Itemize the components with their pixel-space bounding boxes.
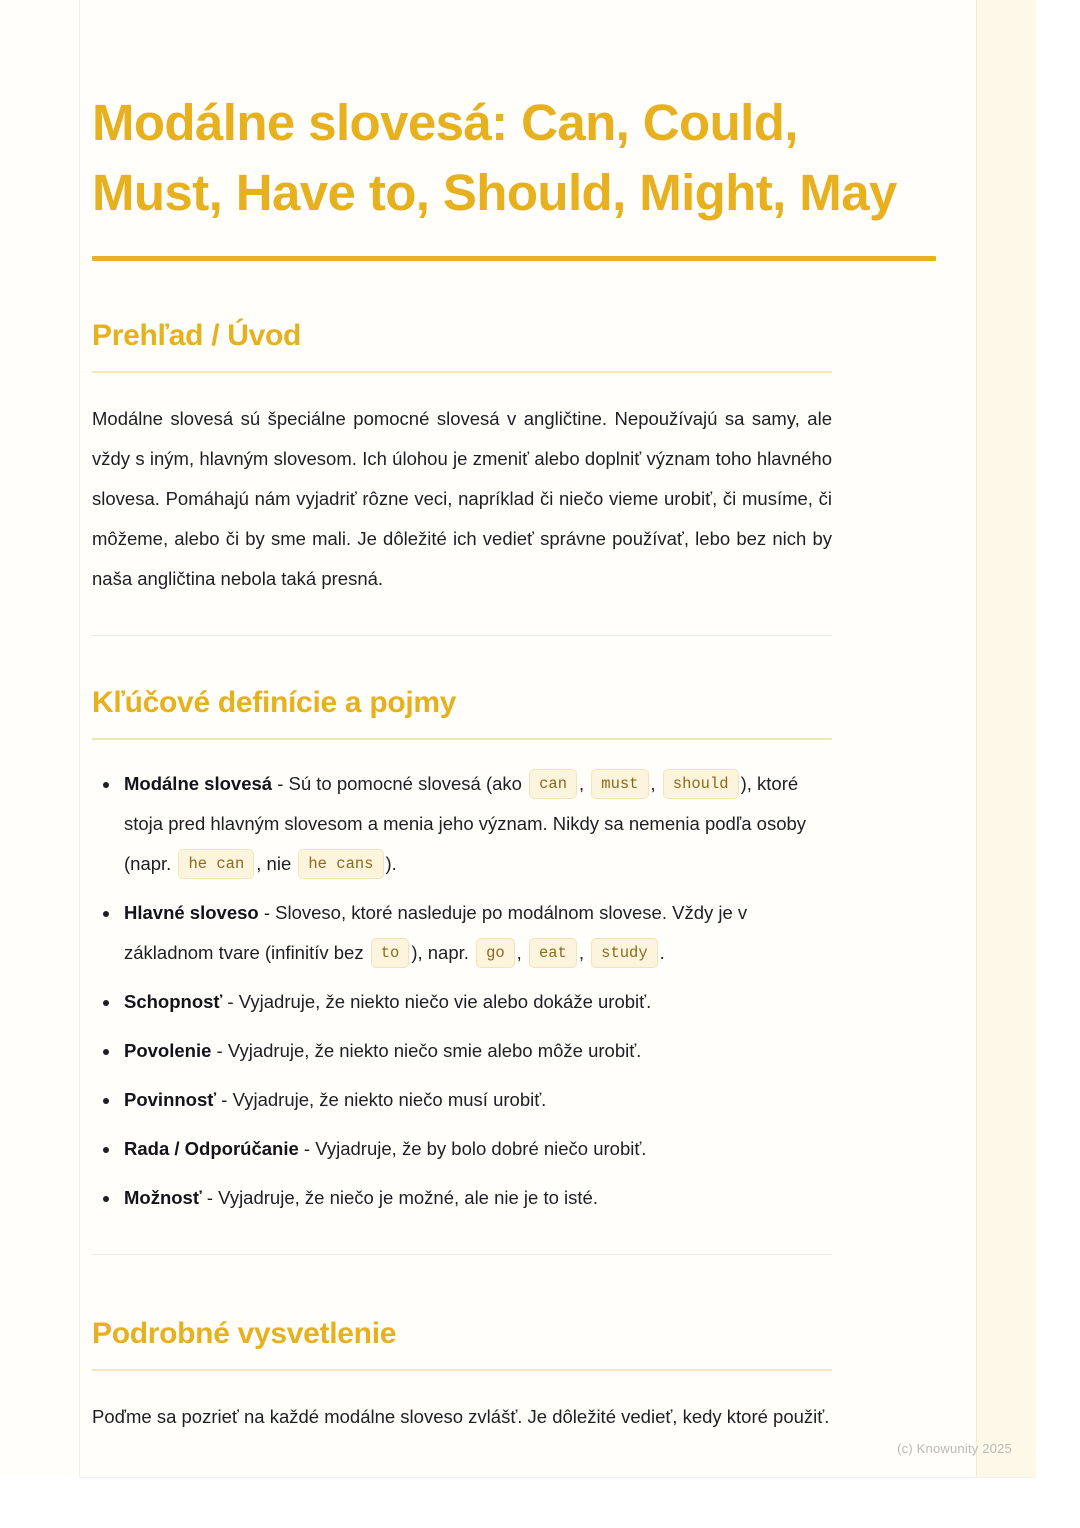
term-text: Sú to pomocné slovesá (ako xyxy=(288,773,528,794)
term-text: , xyxy=(650,773,661,794)
term-separator: - xyxy=(258,902,276,923)
term-label: Schopnosť xyxy=(124,991,223,1012)
code-chip-eat: eat xyxy=(529,938,577,968)
sheet-bottom-edge xyxy=(79,1477,1036,1478)
list-item xyxy=(92,764,832,884)
code-chip-he-can: he can xyxy=(178,849,254,879)
page-title: Modálne slovesá: Can, Could, Must, Have to, Should, Might, May xyxy=(92,94,897,221)
term-separator: - xyxy=(216,1089,233,1110)
term-separator: - xyxy=(298,1138,316,1159)
term-text: ). xyxy=(385,853,397,874)
term-text: Vyjadruje, že niekto niečo musí urobiť. xyxy=(232,1089,547,1110)
section-detailed-explanation xyxy=(92,1315,936,1437)
list-item xyxy=(92,893,832,973)
spacer xyxy=(92,1255,936,1315)
section-key-definitions xyxy=(92,684,936,1218)
sheet-left-edge xyxy=(79,0,80,1478)
code-chip-must: must xyxy=(591,769,648,799)
list-item xyxy=(92,1031,832,1071)
term-text: Sloveso, ktoré nasleduje po modálnom slovese. Vždy je v základnom tvare (infinitív bez xyxy=(124,902,748,963)
section-heading-overview: Prehľad / Úvod xyxy=(92,319,302,352)
code-chip-he-cans: he cans xyxy=(298,849,383,879)
section-heading-key-definitions: Kľúčové definície a pojmy xyxy=(92,686,457,719)
spacer xyxy=(92,261,936,317)
list-item xyxy=(92,982,832,1022)
term-label: Hlavné sloveso xyxy=(124,902,259,923)
term-text: , xyxy=(579,773,590,794)
term-text: . xyxy=(659,942,665,963)
term-label: Povinnosť xyxy=(124,1089,217,1110)
term-text: Vyjadruje, že niekto niečo vie alebo dokáže urobiť. xyxy=(238,991,652,1012)
definition-list xyxy=(92,740,832,1218)
term-label: Povolenie xyxy=(124,1040,212,1061)
term-label: Rada / Odporúčanie xyxy=(124,1138,299,1159)
term-text: ), napr. xyxy=(411,942,475,963)
code-chip-go: go xyxy=(476,938,515,968)
term-separator: - xyxy=(211,1040,228,1061)
term-text: ), ktoré stoja pred hlavným slovesom a menia jeho význam. Nikdy sa nemenia podľa osoby (napr. xyxy=(124,773,807,874)
footer-watermark: (c) Knowunity 2025 xyxy=(897,1441,1012,1456)
term-text: Vyjadruje, že niekto niečo smie alebo môže urobiť. xyxy=(227,1040,642,1061)
term-separator: - xyxy=(222,991,239,1012)
code-chip-to: to xyxy=(371,938,410,968)
spacer xyxy=(92,636,936,684)
term-text: , nie xyxy=(256,853,297,874)
section-heading-detailed-explanation: Podrobné vysvetlenie xyxy=(92,1317,397,1350)
term-text: Vyjadruje, že niečo je možné, ale nie je to isté. xyxy=(218,1187,598,1208)
list-item xyxy=(92,1178,832,1218)
detail-paragraph: Poďme sa pozrieť na každé modálne sloveso zvlášť. Je dôležité vedieť, kedy ktoré použiť. xyxy=(92,1406,830,1427)
sheet-right-margin-band xyxy=(977,0,1036,1478)
term-text: , xyxy=(516,942,527,963)
term-text: , xyxy=(578,942,590,963)
code-chip-should: should xyxy=(663,769,739,799)
list-item xyxy=(92,1129,832,1169)
term-separator: - xyxy=(201,1187,219,1208)
term-text: Vyjadruje, že by bolo dobré niečo urobiť. xyxy=(315,1138,647,1159)
term-label: Možnosť xyxy=(124,1187,202,1208)
code-chip-can: can xyxy=(529,769,577,799)
document-content xyxy=(92,0,936,1437)
term-label: Modálne slovesá xyxy=(124,773,273,794)
term-separator: - xyxy=(272,773,289,794)
list-item xyxy=(92,1080,832,1120)
section-overview xyxy=(92,317,936,599)
code-chip-study: study xyxy=(591,938,658,968)
overview-paragraph: Modálne slovesá sú špeciálne pomocné slovesá v angličtine. Nepoužívajú sa samy, ale vždy s iným, hlavným slovesom. Ich úlohou je zmeniť alebo doplniť význam toho hlavného slovesa. Pomáhajú nám vyjadriť rôzne veci, napríklad či niečo vieme urobiť, či musíme, či môžeme, alebo či by sme mali. Je dôležité ich vedieť správne používať, lebo bez nich by naša angličtina nebola taká presná. xyxy=(92,408,832,589)
